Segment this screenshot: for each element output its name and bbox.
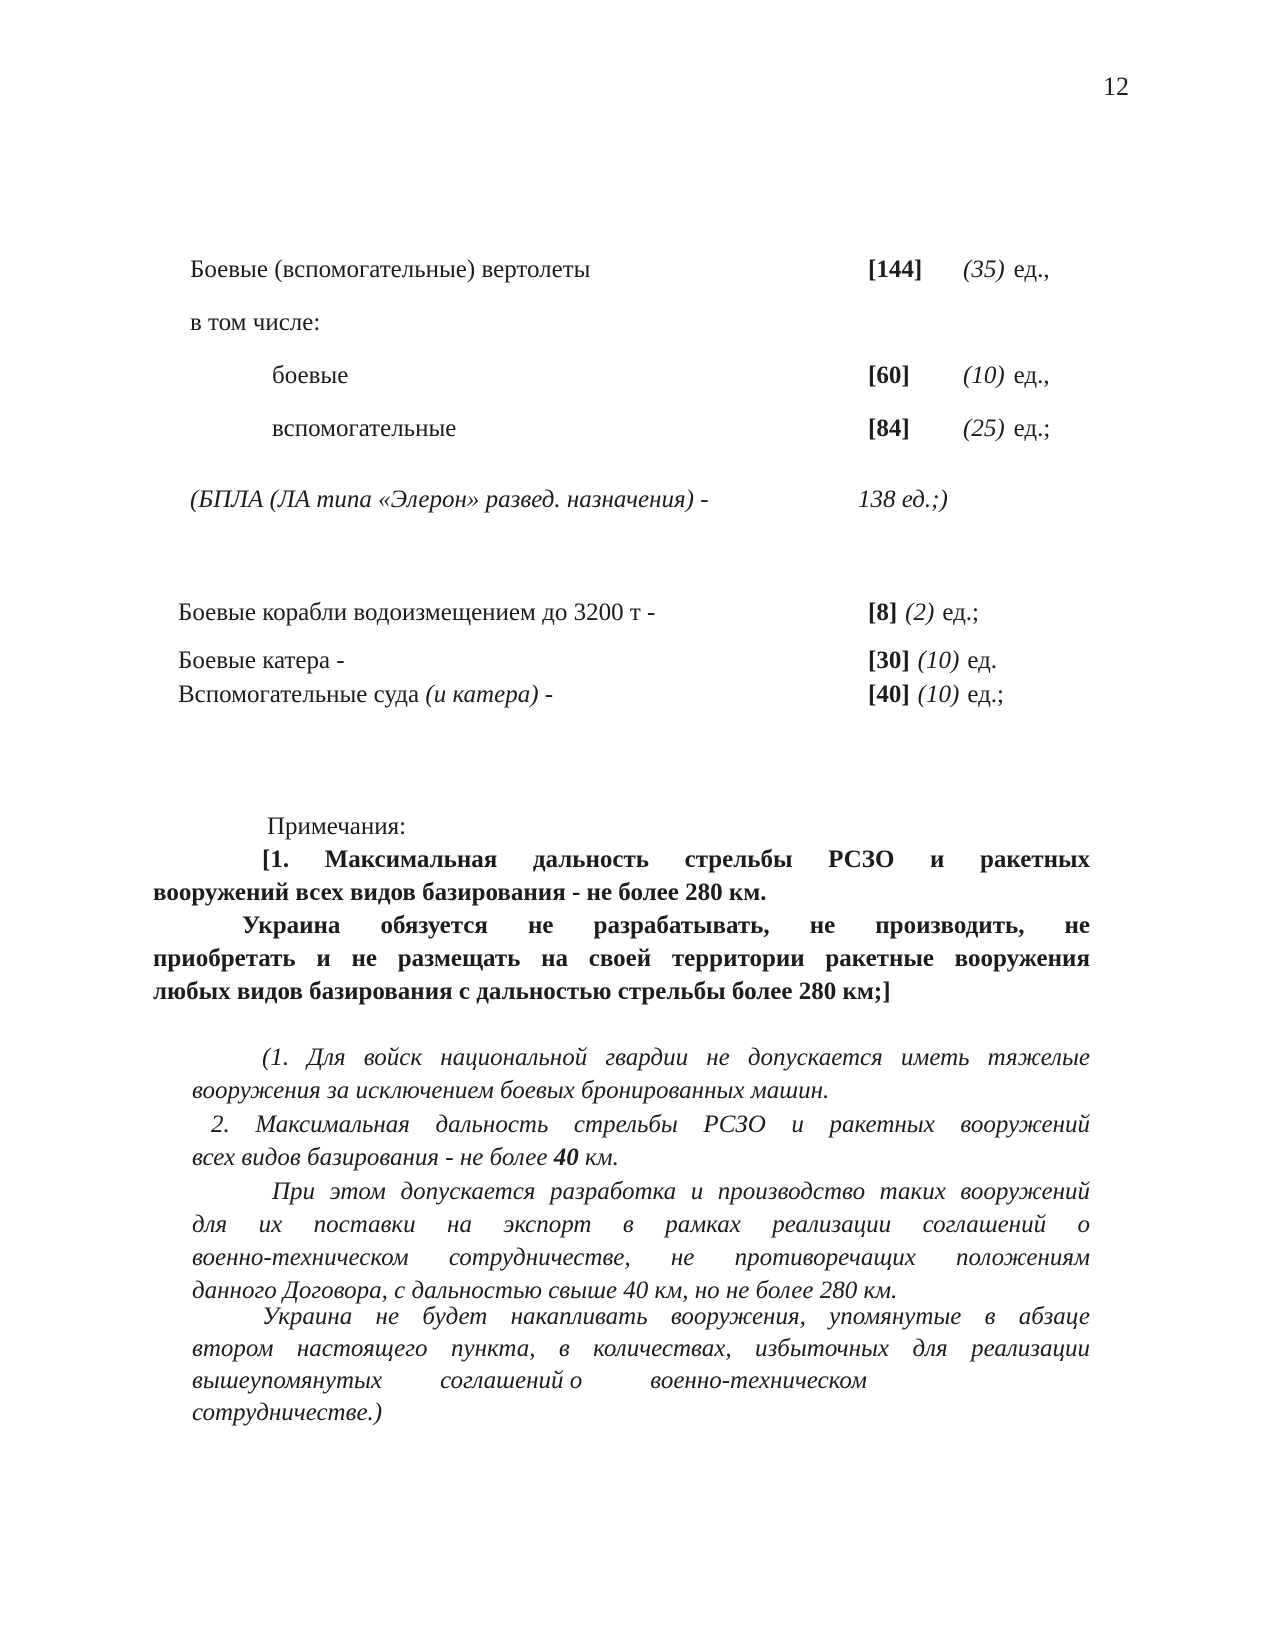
row-paren-unit (963, 415, 1050, 443)
note-text: км. (578, 1144, 619, 1171)
row-bracket-value: [8] (868, 599, 898, 626)
note-bold2-line3: любых видов базирования с дальностью стрельбы более 280 км;] (153, 978, 891, 1005)
row-values (868, 681, 1004, 709)
row-unit: ед.; (967, 681, 1004, 708)
row-label: Боевые (вспомогательные) вертолеты (190, 256, 591, 283)
notes-heading: Примечания: (267, 813, 407, 840)
note-italic3-line3: военно-техническом сотрудничестве, не противоречащих положениям (192, 1244, 1090, 1271)
row-unit: ед.; (942, 599, 979, 626)
row-bracket-value: [30] (868, 647, 910, 674)
note-italic3-line1: При этом допускается разработка и производство таких вооружений (272, 1178, 1090, 1205)
row-label (178, 681, 553, 709)
row-paren-value: (10) (917, 647, 960, 674)
row-bracket-value: [60] (868, 362, 910, 389)
row-values (868, 647, 997, 675)
note-text: военно-техническом (650, 1367, 867, 1394)
note-bold-number: 40 (553, 1144, 579, 1171)
row-bracket-value: [40] (868, 681, 910, 708)
row-label: Боевые катера - (178, 647, 345, 674)
row-paren-value: (10) (963, 362, 1005, 389)
note-italic4-line1: Украина не будет накапливать вооружения, упомянутые в абзаце (262, 1303, 1090, 1330)
row-bracket-value: [144] (868, 256, 923, 283)
row-unit: ед. (967, 647, 998, 674)
note-italic4-line4: сотрудничестве.) (192, 1399, 383, 1426)
note-italic2-line1: 2. Максимальная дальность стрельбы РСЗО и ракетных вооружений (211, 1111, 1090, 1138)
note-bold1-line2: вооружений всех видов базирования - не более 280 км. (153, 879, 767, 906)
row-label: Боевые корабли водоизмещением до 3200 т - (178, 599, 656, 626)
row-paren-value: (2) (905, 599, 935, 626)
row-values (868, 599, 979, 627)
note-text: соглашений о (440, 1367, 583, 1394)
note-text: вышеупомянутых (192, 1367, 383, 1394)
row-bracket-value: [84] (868, 415, 910, 442)
row-label-paren: (и катера) (425, 681, 539, 708)
row-label: (БПЛА (ЛА типа «Элерон» развед. назначения) - (190, 486, 709, 513)
note-italic4-line3 (192, 1364, 1090, 1397)
row-label-pre: Вспомогательные суда (178, 681, 426, 708)
row-label: в том числе: (190, 309, 321, 336)
row-paren-unit (963, 362, 1050, 390)
row-paren-value: (10) (917, 681, 960, 708)
note-italic1-line2: вооружения за исключением боевых бронированных машин. (192, 1077, 830, 1104)
note-italic1-line1: (1. Для войск национальной гвардии не допускается иметь тяжелые (262, 1044, 1090, 1071)
row-label-post: - (538, 681, 554, 708)
row-unit: ед., (1013, 362, 1050, 389)
page-number: 12 (1103, 72, 1129, 101)
row-paren-value: (25) (963, 415, 1005, 442)
note-text: всех видов базирования - не более (192, 1144, 554, 1171)
note-italic2-line2 (192, 1141, 1090, 1174)
row-unit: ед.; (1013, 415, 1051, 442)
row-unit: ед., (1013, 256, 1050, 283)
row-paren-value: (35) (963, 256, 1005, 283)
note-italic3-line2: для их поставки на экспорт в рамках реализации соглашений о (192, 1211, 1090, 1238)
row-paren-unit (963, 256, 1050, 284)
row-label: боевые (272, 362, 349, 389)
row-label: вспомогательные (272, 415, 457, 442)
note-bold2-line2: приобретать и не размещать на своей территории ракетные вооружения (153, 945, 1090, 972)
note-italic4-line2: втором настоящего пункта, в количествах, избыточных для реализации (192, 1335, 1090, 1362)
note-italic3-line4: данного Договора, с дальностью свыше 40 км, но не более 280 км. (192, 1277, 898, 1304)
note-bold1-line1: [1. Максимальная дальность стрельбы РСЗО и ракетных (262, 846, 1090, 873)
note-bold2-line1: Украина обязуется не разрабатывать, не производить, не (242, 912, 1090, 939)
row-value: 138 ед.;) (858, 486, 948, 513)
